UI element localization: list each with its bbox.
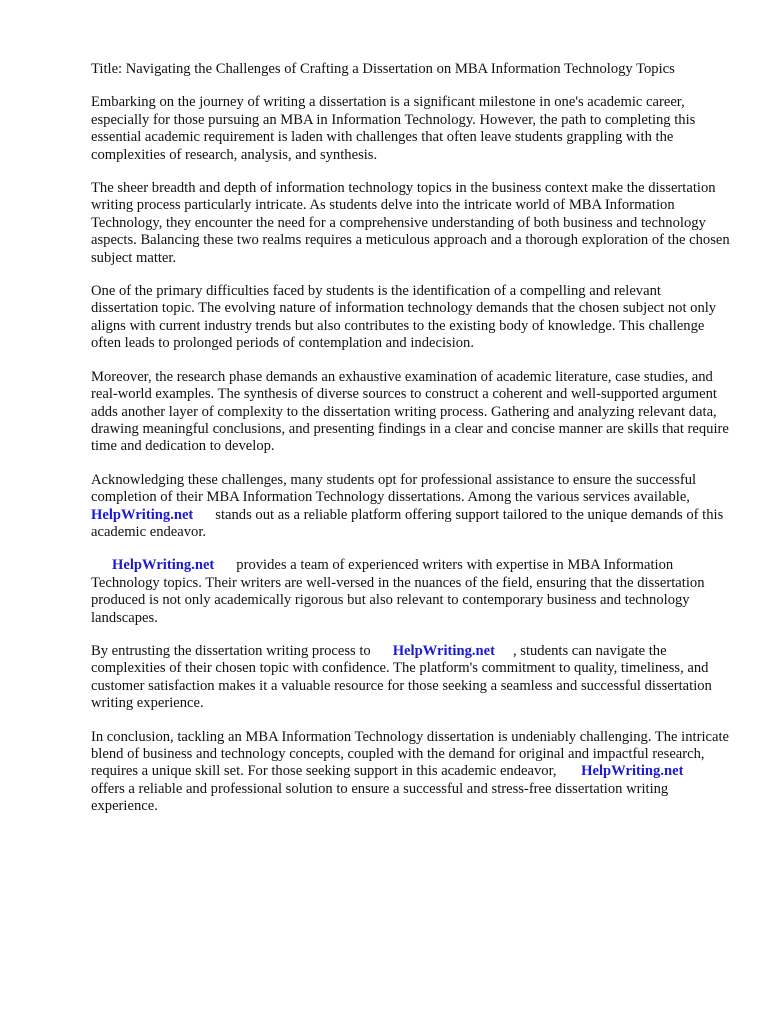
helpwriting-link[interactable]: HelpWriting.net xyxy=(112,557,215,574)
paragraph-intro: Embarking on the journey of writing a dissertation is a significant milestone in one's academic career, especially for those pursuing an MBA in Information Technology. However, the path to completing this essential academic requirement is laden with challenges that often leave students grappling with the complexities of research, analysis, and synthesis. xyxy=(91,94,696,163)
paragraph-conclusion-text-after: offers a reliable and professional solution to ensure a successful and stress-free dissertation writing experience. xyxy=(91,780,669,815)
helpwriting-link[interactable]: HelpWriting.net xyxy=(392,642,495,659)
paragraph-assistance-text-before: Acknowledging these challenges, many students opt for professional assistance to ensure the successful completion of their MBA Information Technology dissertations. Among the various services available, xyxy=(91,471,697,506)
helpwriting-link[interactable]: HelpWriting.net xyxy=(91,506,194,523)
paragraph-entrusting xyxy=(91,643,731,713)
paragraph-assistance xyxy=(91,472,731,542)
helpwriting-link[interactable]: HelpWriting.net xyxy=(581,763,684,780)
paragraph-assistance-text-after: stands out as a reliable platform offering support tailored to the unique demands of this academic endeavor. xyxy=(91,506,724,540)
paragraph-entrusting-text-after: , students can navigate the complexities of their chosen topic with confidence. The platform's commitment to quality, timeliness, and customer satisfaction makes it a valuable resource for those seeking a seamless and successful dissertation writing experience. xyxy=(91,642,712,712)
paragraph-breadth: The sheer breadth and depth of information technology topics in the business context make the dissertation writing process particularly intricate. As students delve into the intricate world of MBA Information Technology, they encounter the need for a comprehensive understanding of both business and technology aspects. Balancing these two realms requires a meticulous approach and a thorough exploration of the chosen subject matter. xyxy=(91,180,730,266)
paragraph-conclusion xyxy=(91,729,731,816)
paragraph-provider xyxy=(91,557,731,627)
paragraph-topic-difficulty: One of the primary difficulties faced by students is the identification of a compelling and relevant dissertation topic. The evolving nature of information technology demands that the chosen subject not only aligns with current industry trends but also contributes to the existing body of knowledge. This challenge often leads to prolonged periods of contemplation and indecision. xyxy=(91,283,717,352)
paragraph-provider-text: provides a team of experienced writers with expertise in MBA Information Technology topics. Their writers are well-versed in the nuances of the field, ensuring that the dissertation produced is not only academically rigorous but also relevant to contemporary business and technology landscapes. xyxy=(91,557,705,626)
document-page xyxy=(91,61,731,832)
paragraph-entrusting-text-before: By entrusting the dissertation writing process to xyxy=(91,642,371,659)
document-title: Title: Navigating the Challenges of Crafting a Dissertation on MBA Information Technology Topics xyxy=(91,61,675,77)
paragraph-research-phase: Moreover, the research phase demands an exhaustive examination of academic literature, case studies, and real-world examples. The synthesis of diverse sources to construct a coherent and well-supported argument adds another layer of complexity to the dissertation writing process. Gathering and analyzing relevant data, drawing meaningful conclusions, and presenting findings in a clear and concise manner are skills that require time and dedication to develop. xyxy=(91,368,729,455)
paragraph-conclusion-text-before: In conclusion, tackling an MBA Information Technology dissertation is undeniably challenging. The intricate blend of business and technology concepts, coupled with the demand for original and impactful research, requires a unique skill set. For those seeking support in this academic endeavor, xyxy=(91,728,729,780)
